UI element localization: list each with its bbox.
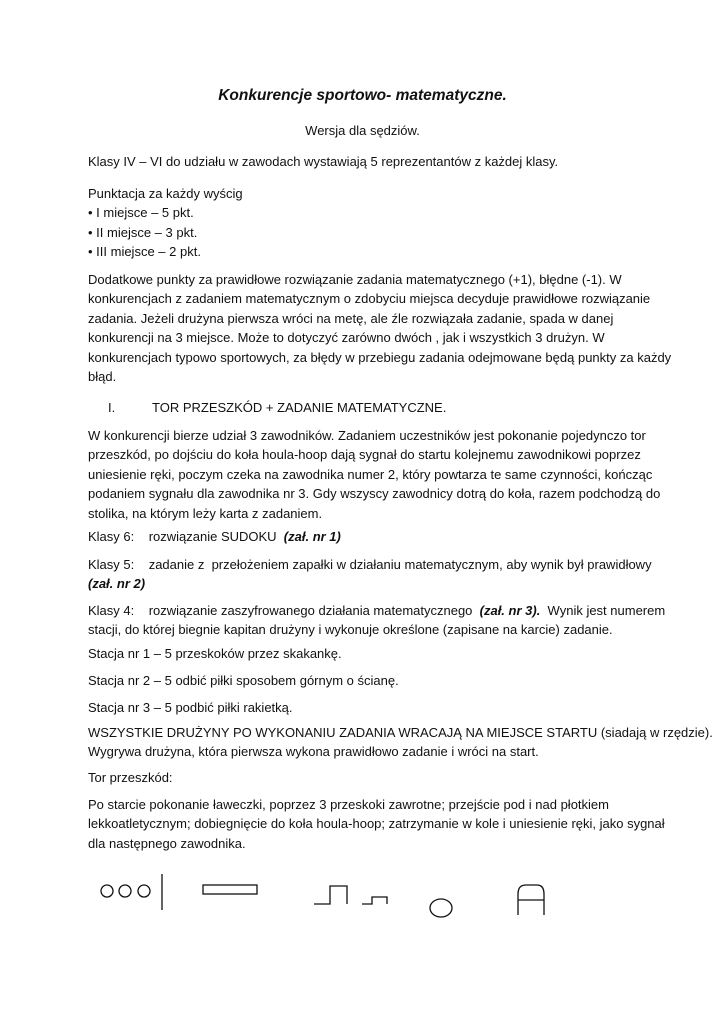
section-number: I.	[108, 400, 116, 415]
attachment-ref: (zał. nr 1)	[283, 529, 341, 544]
scoring-heading: Punktacja za każdy wyścig	[88, 186, 243, 201]
start-circle-icon	[138, 885, 150, 897]
scoring-item: • II miejsce – 3 pkt.	[88, 224, 198, 240]
course-heading: Tor przeszkód:	[88, 770, 173, 785]
paragraph-line: dla następnego zawodnika.	[88, 835, 246, 851]
page-title: Konkurencje sportowo- matematyczne.	[218, 87, 507, 104]
klasy6-text: Klasy 6: rozwiązanie SUDOKU	[88, 529, 284, 544]
section-description	[88, 426, 661, 523]
paragraph-line: błąd.	[88, 369, 117, 385]
return-paragraph	[88, 723, 713, 762]
start-circle-icon	[119, 885, 131, 897]
paragraph-line: zadania. Jeżeli drużyna pierwsza wróci na metę, ale źle rozwiązała zadanie, spada w danej	[88, 310, 614, 326]
obstacle-course-sketch	[0, 860, 725, 940]
attachment-ref: (zał. nr 3).	[479, 603, 541, 618]
paragraph-line: lekkoatletycznym; dobiegnięcie do koła houla-hoop; zatrzymanie w kole i uniesienie ręki, jako sygnał	[88, 816, 665, 832]
paragraph-line: Po starcie pokonanie ławeczki, poprzez 3 przeskoki zawrotne; przejście pod i nad płotkiem	[88, 797, 609, 812]
scoring-block	[88, 184, 648, 262]
klasy4-suffix: Wynik jest numerem	[540, 603, 666, 618]
paragraph-line: konkurencjach z zadaniem matematycznym o zdobyciu miejsca decyduje prawidłowe rozwiązanie	[88, 291, 651, 307]
scoring-item: • III miejsce – 2 pkt.	[88, 244, 201, 260]
paragraph-line: stolika, na którym leży karta z zadaniem.	[88, 505, 323, 521]
start-circle-icon	[101, 885, 113, 897]
bonus-paragraph	[88, 270, 672, 386]
paragraph-line: WSZYSTKIE DRUŻYNY PO WYKONANIU ZADANIA WRACAJĄ NA MIEJSCE STARTU (siadają w rzędzie).	[88, 725, 713, 740]
paragraph-line: uniesienie ręki, poczym czeka na zawodnika numer 2, który powtarza te same czynności, kończąc	[88, 466, 653, 482]
paragraph-line: przeszkód, po dojściu do koła houla-hoop dają sygnał do startu kolejnemu zawodnikowi poprzez	[88, 447, 641, 463]
paragraph-line: Dodatkowe punkty za prawidłowe rozwiązanie zadania matematycznego (+1), błędne (-1). W	[88, 272, 622, 287]
hurdle-high-icon	[314, 886, 347, 904]
table-icon	[518, 885, 544, 915]
station-line: Stacja nr 1 – 5 przeskoków przez skakankę.	[88, 646, 342, 661]
klasy5-text: Klasy 5: zadanie z przełożeniem zapałki w działaniu matematycznym, aby wynik był prawidłowy	[88, 557, 652, 572]
hurdle-low-icon	[362, 897, 387, 904]
course-paragraph	[88, 795, 665, 853]
paragraph-line: podaniem sygnału dla zawodnika nr 3. Gdy wszyscy zawodnicy dotrą do koła, razem podchodzą do	[88, 486, 661, 502]
klasy4-block	[88, 601, 666, 640]
paragraph-line: Wygrywa drużyna, która pierwsza wykona prawidłowo zadanie i wróci na start.	[88, 744, 539, 760]
klasy4-line2: stacji, do której biegnie kapitan drużyny i wykonuje określone (zapisane na karcie) zadanie.	[88, 622, 613, 638]
attachment-ref: (zał. nr 2)	[88, 576, 146, 592]
paragraph-line: konkurencjach typowo sportowych, za błędy w przebiegu zadania odejmowane będą punkty za każdy	[88, 349, 672, 365]
intro-paragraph: Klasy IV – VI do udziału w zawodach wystawiają 5 reprezentantów z każdej klasy.	[88, 154, 559, 169]
scoring-item: • I miejsce – 5 pkt.	[88, 205, 194, 221]
paragraph-line: W konkurencji bierze udział 3 zawodników. Zadaniem uczestników jest pokonanie pojedynczo tor	[88, 428, 646, 443]
bench-icon	[203, 885, 257, 894]
station-line: Stacja nr 2 – 5 odbić piłki sposobem górnym o ścianę.	[88, 673, 399, 688]
page-subtitle: Wersja dla sędziów.	[305, 123, 420, 138]
section-title: TOR PRZESZKÓD + ZADANIE MATEMATYCZNE.	[152, 400, 447, 415]
klasy5-block	[88, 555, 652, 594]
paragraph-line: konkurencji na 3 miejsce. Może to dotyczyć zarówno dwóch , jak i wszystkich 3 drużyn. W	[88, 330, 605, 346]
hula-hoop-icon	[430, 899, 452, 917]
station-line: Stacja nr 3 – 5 podbić piłki rakietką.	[88, 700, 293, 715]
klasy6-line	[88, 527, 648, 546]
klasy4-text: Klasy 4: rozwiązanie zaszyfrowanego działania matematycznego	[88, 603, 480, 618]
